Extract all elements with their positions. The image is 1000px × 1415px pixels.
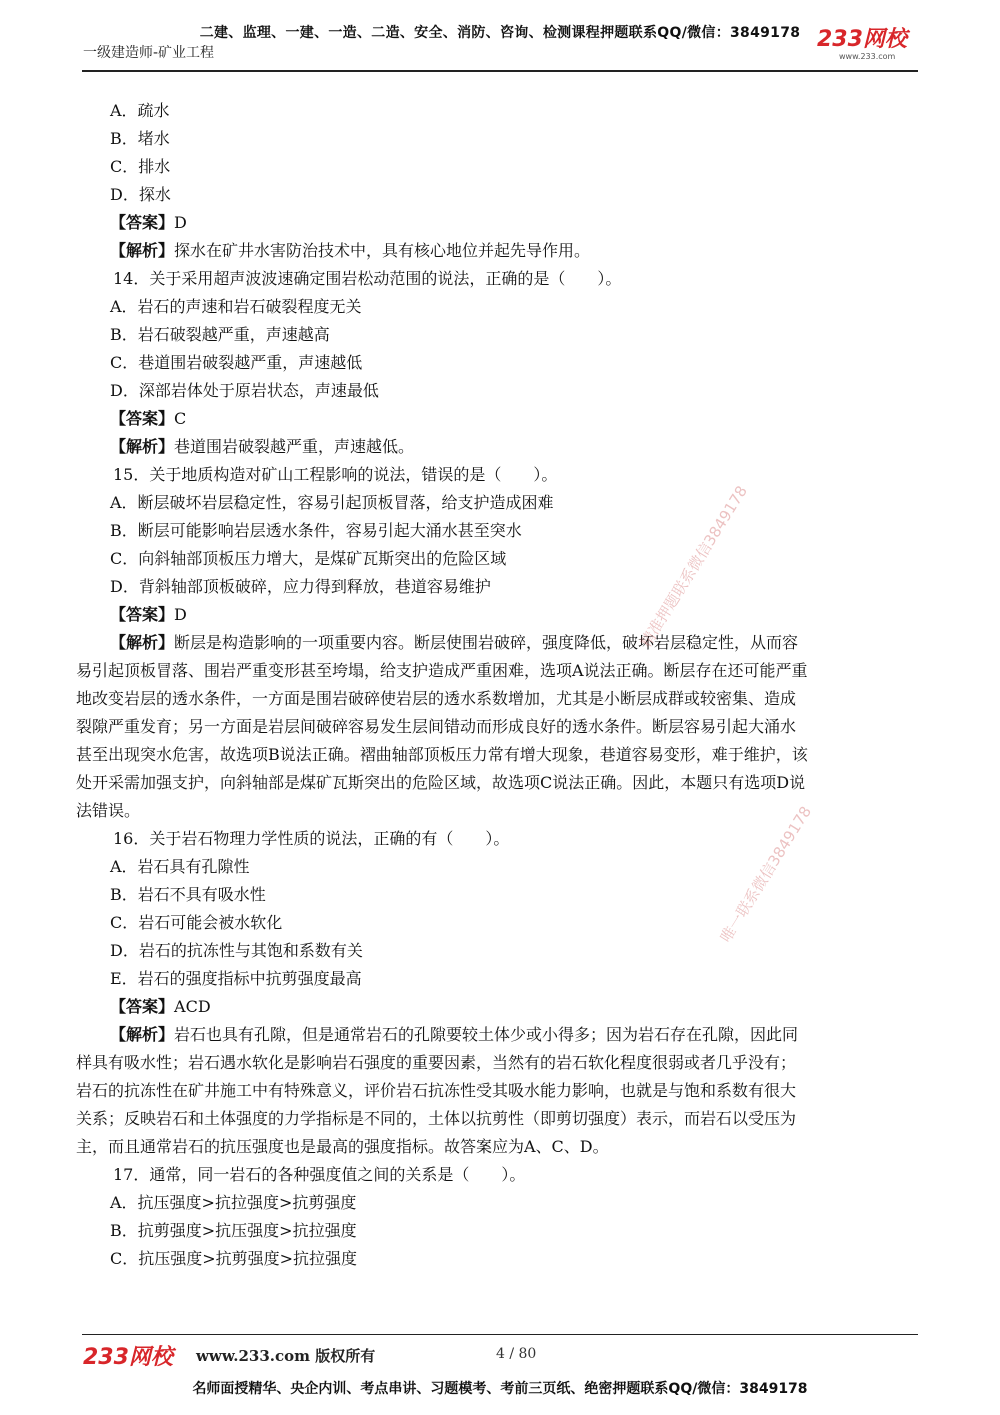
- q14-option-a: A．岩石的声速和岩石破裂程度无关: [110, 297, 362, 316]
- logo-url: www.233.com: [839, 52, 896, 61]
- q15-option-c: C．向斜轴部顶板压力增大，是煤矿瓦斯突出的危险区域: [110, 549, 507, 568]
- explanation-tag: 【解析】: [110, 241, 175, 260]
- explanation-text: 断层是构造影响的一项重要内容。断层使围岩破碎，强度降低，破坏岩层稳定性，从而容: [174, 633, 799, 652]
- q15-explanation-line-5: 甚至出现突水危害，故选项B说法正确。褶曲轴部顶板压力常有增大现象，巷道容易变形，难于维护，该: [76, 745, 808, 764]
- q15-option-d: D．背斜轴部顶板破碎，应力得到释放，巷道容易维护: [110, 577, 491, 596]
- q14-answer: [76, 405, 926, 433]
- q15-explanation-line-6: 处开采需加强支护，向斜轴部是煤矿瓦斯突出的危险区域，故选项C说法正确。因此，本题只有选项D说: [76, 773, 806, 792]
- q15-question: 15．关于地质构造对矿山工程影响的说法，错误的是（ ）。: [113, 465, 558, 484]
- q17-option-a: A．抗压强度>抗拉强度>抗剪强度: [110, 1193, 357, 1212]
- q16-explanation-line-2: 样具有吸水性；岩石遇水软化是影响岩石强度的重要因素，当然有的岩石软化程度很弱或者几乎没有；: [76, 1053, 797, 1072]
- q14-question: 14．关于采用超声波波速确定围岩松动范围的说法，正确的是（ ）。: [113, 269, 622, 288]
- q17-option-c: C．抗压强度>抗剪强度>抗拉强度: [110, 1249, 358, 1268]
- q13-answer: [76, 209, 926, 237]
- watermark-2: 唯一联系微信3849178: [716, 803, 816, 946]
- q14-option-d: D．深部岩体处于原岩状态，声速最低: [110, 381, 379, 400]
- q17-question: 17．通常，同一岩石的各种强度值之间的关系是（ ）。: [113, 1165, 526, 1184]
- explanation-tag: 【解析】: [110, 633, 175, 652]
- q16-explanation-line-4: 关系；反映岩石和土体强度的力学指标是不同的，土体以抗剪性（即剪切强度）表示，而岩石以受压为: [76, 1109, 797, 1128]
- footer-logo: 233网校: [83, 1345, 173, 1370]
- answer-value: C: [174, 409, 187, 428]
- page-content: [76, 97, 926, 1273]
- explanation-tag: 【解析】: [110, 437, 175, 456]
- q15-option-a: A．断层破坏岩层稳定性，容易引起顶板冒落，给支护造成困难: [110, 493, 554, 512]
- q15-explanation-line-1: [76, 629, 926, 657]
- answer-value: D: [174, 605, 187, 624]
- q16-explanation-line-1: [76, 1021, 926, 1049]
- document-subtitle: 一级建造师-矿业工程: [83, 45, 215, 61]
- q16-option-e: E．岩石的强度指标中抗剪强度最高: [110, 969, 362, 988]
- answer-tag: 【答案】: [110, 213, 175, 232]
- q14-option-c: C．巷道围岩破裂越严重，声速越低: [110, 353, 363, 372]
- q16-option-b: B．岩石不具有吸水性: [110, 885, 266, 904]
- answer-tag: 【答案】: [110, 605, 175, 624]
- footer-promo: 名师面授精华、央企内训、考点串讲、习题模考、考前三页纸、绝密押题联系QQ/微信：3849178: [192, 1381, 808, 1397]
- header-divider: [82, 70, 918, 72]
- q14-option-b: B．岩石破裂越严重，声速越高: [110, 325, 330, 344]
- q13-option-a: A．疏水: [110, 101, 170, 120]
- q17-option-b: B．抗剪强度>抗压强度>抗拉强度: [110, 1221, 357, 1240]
- answer-tag: 【答案】: [110, 997, 175, 1016]
- footer-divider: [82, 1334, 918, 1335]
- brand-logo: [817, 28, 927, 64]
- q13-option-b: B．堵水: [110, 129, 170, 148]
- q16-answer: [76, 993, 926, 1021]
- q15-explanation-line-4: 裂隙严重发育；另一方面是岩层间破碎容易发生层间错动而形成良好的透水条件。断层容易引起大涌水: [76, 717, 797, 736]
- q13-explanation: [76, 237, 926, 265]
- q16-option-a: A．岩石具有孔隙性: [110, 857, 250, 876]
- footer-copyright: www.233.com 版权所有: [196, 1347, 376, 1365]
- explanation-tag: 【解析】: [110, 1025, 175, 1044]
- q13-option-c: C．排水: [110, 157, 171, 176]
- q15-explanation-line-3: 地改变岩层的透水条件，一方面是围岩破碎使岩层的透水系数增加，尤其是小断层成群或较密集、造成: [76, 689, 797, 708]
- answer-value: ACD: [174, 997, 211, 1016]
- q15-explanation-line-2: 易引起顶板冒落、围岩严重变形甚至垮塌，给支护造成严重困难，选项A说法正确。断层存在还可能严重: [76, 661, 808, 680]
- explanation-text: 巷道围岩破裂越严重，声速越低。: [174, 437, 415, 456]
- q15-answer: [76, 601, 926, 629]
- header-promo: 二建、监理、一建、一造、二造、安全、消防、咨询、检测课程押题联系QQ/微信：3849178: [199, 25, 801, 41]
- q16-option-d: D．岩石的抗冻性与其饱和系数有关: [110, 941, 363, 960]
- q16-option-c: C．岩石可能会被水软化: [110, 913, 283, 932]
- q15-explanation-line-7: 法错误。: [76, 801, 141, 820]
- q14-explanation: [76, 433, 926, 461]
- logo-text: 233网校: [817, 27, 907, 52]
- explanation-text: 岩石也具有孔隙，但是通常岩石的孔隙要较土体少或小得多；因为岩石存在孔隙，因此同: [174, 1025, 799, 1044]
- q16-question: 16．关于岩石物理力学性质的说法，正确的有（ ）。: [113, 829, 510, 848]
- answer-tag: 【答案】: [110, 409, 175, 428]
- q16-explanation-line-5: 主，而且通常岩石的抗压强度也是最高的强度指标。故答案应为A、C、D。: [76, 1137, 609, 1156]
- q13-option-d: D．探水: [110, 185, 171, 204]
- answer-value: D: [174, 213, 187, 232]
- explanation-text: 探水在矿井水害防治技术中，具有核心地位并起先导作用。: [174, 241, 591, 260]
- q16-explanation-line-3: 岩石的抗冻性在矿井施工中有特殊意义，评价岩石抗冻性受其吸水能力影响，也就是与饱和系数有很大: [76, 1081, 797, 1100]
- page-number: 4 / 80: [496, 1346, 537, 1362]
- watermark-1: 精准押题联系微信3849178: [636, 482, 751, 651]
- q15-option-b: B．断层可能影响岩层透水条件，容易引起大涌水甚至突水: [110, 521, 522, 540]
